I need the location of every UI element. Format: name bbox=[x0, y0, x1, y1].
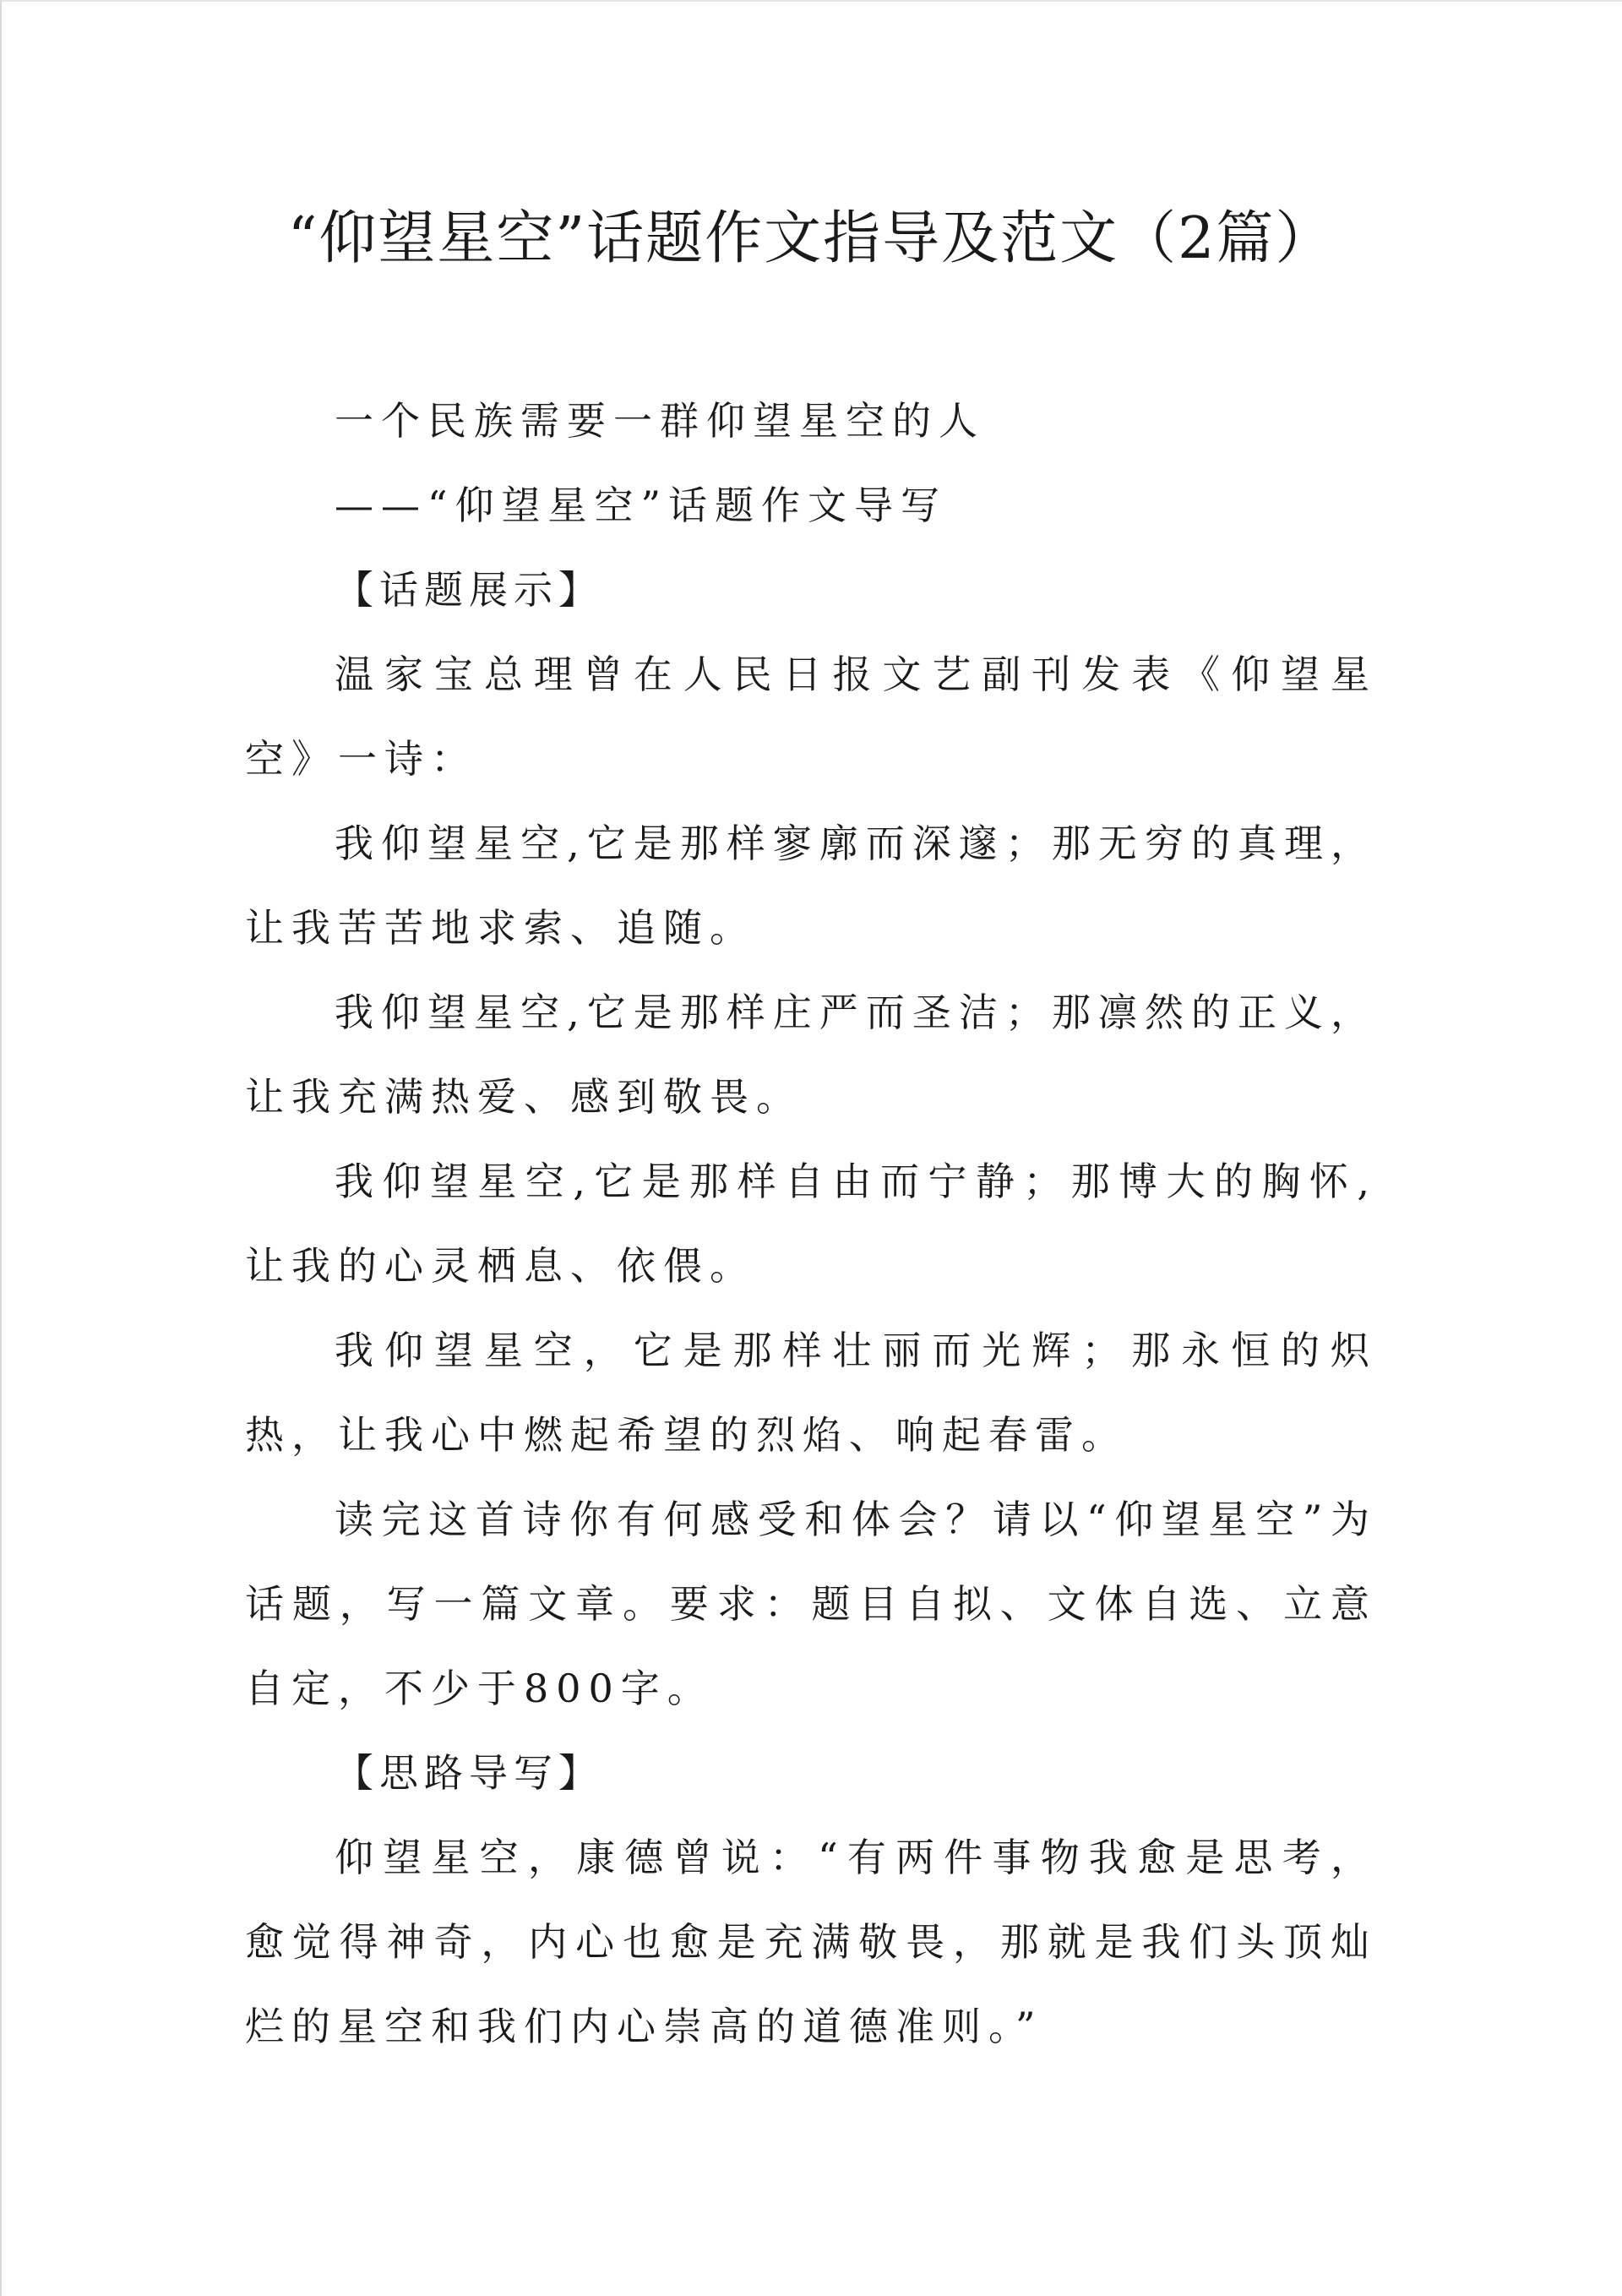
document-title: “仰望星空”话题作文指导及范文（2篇） bbox=[287, 205, 1335, 272]
article-subtitle-paragraph: ——“仰望星空”话题作文导写 bbox=[335, 483, 948, 528]
poem-stanza: 我仰望星空,它是那样自由而宁静；那博大的胸怀,让我的心灵栖息、依偎。 bbox=[245, 1159, 1377, 1289]
body-paragraph: 读完这首诗你有何感受和体会？请以“仰望星空”为话题，写一篇文章。要求：题目自拟、文体自选、立意自定，不少于800字。 bbox=[245, 1497, 1377, 1711]
section-heading-topic: 【话题展示】 bbox=[335, 567, 603, 613]
article-title-paragraph: 一个民族需要一群仰望星空的人 bbox=[335, 398, 985, 444]
poem-stanza: 我仰望星空，它是那样壮丽而光辉；那永恒的炽热，让我心中燃起希望的烈焰、响起春雷。 bbox=[245, 1328, 1377, 1458]
body-paragraph: 仰望星空，康德曾说：“有两件事物我愈是思考，愈觉得神奇，内心也愈是充满敬畏，那就是我们头顶灿烂的星空和我们内心崇高的道德准则。” bbox=[245, 1835, 1377, 2049]
document-body bbox=[245, 379, 1377, 2069]
poem-stanza: 我仰望星空,它是那样寥廓而深邃；那无穷的真理，让我苦苦地求索、追随。 bbox=[245, 821, 1377, 951]
body-paragraph: 温家宝总理曾在人民日报文艺副刊发表《仰望星空》一诗： bbox=[245, 652, 1377, 782]
section-heading-guide: 【思路导写】 bbox=[335, 1750, 603, 1796]
poem-stanza: 我仰望星空,它是那样庄严而圣洁；那凛然的正义，让我充满热爱、感到敬畏。 bbox=[245, 990, 1377, 1120]
